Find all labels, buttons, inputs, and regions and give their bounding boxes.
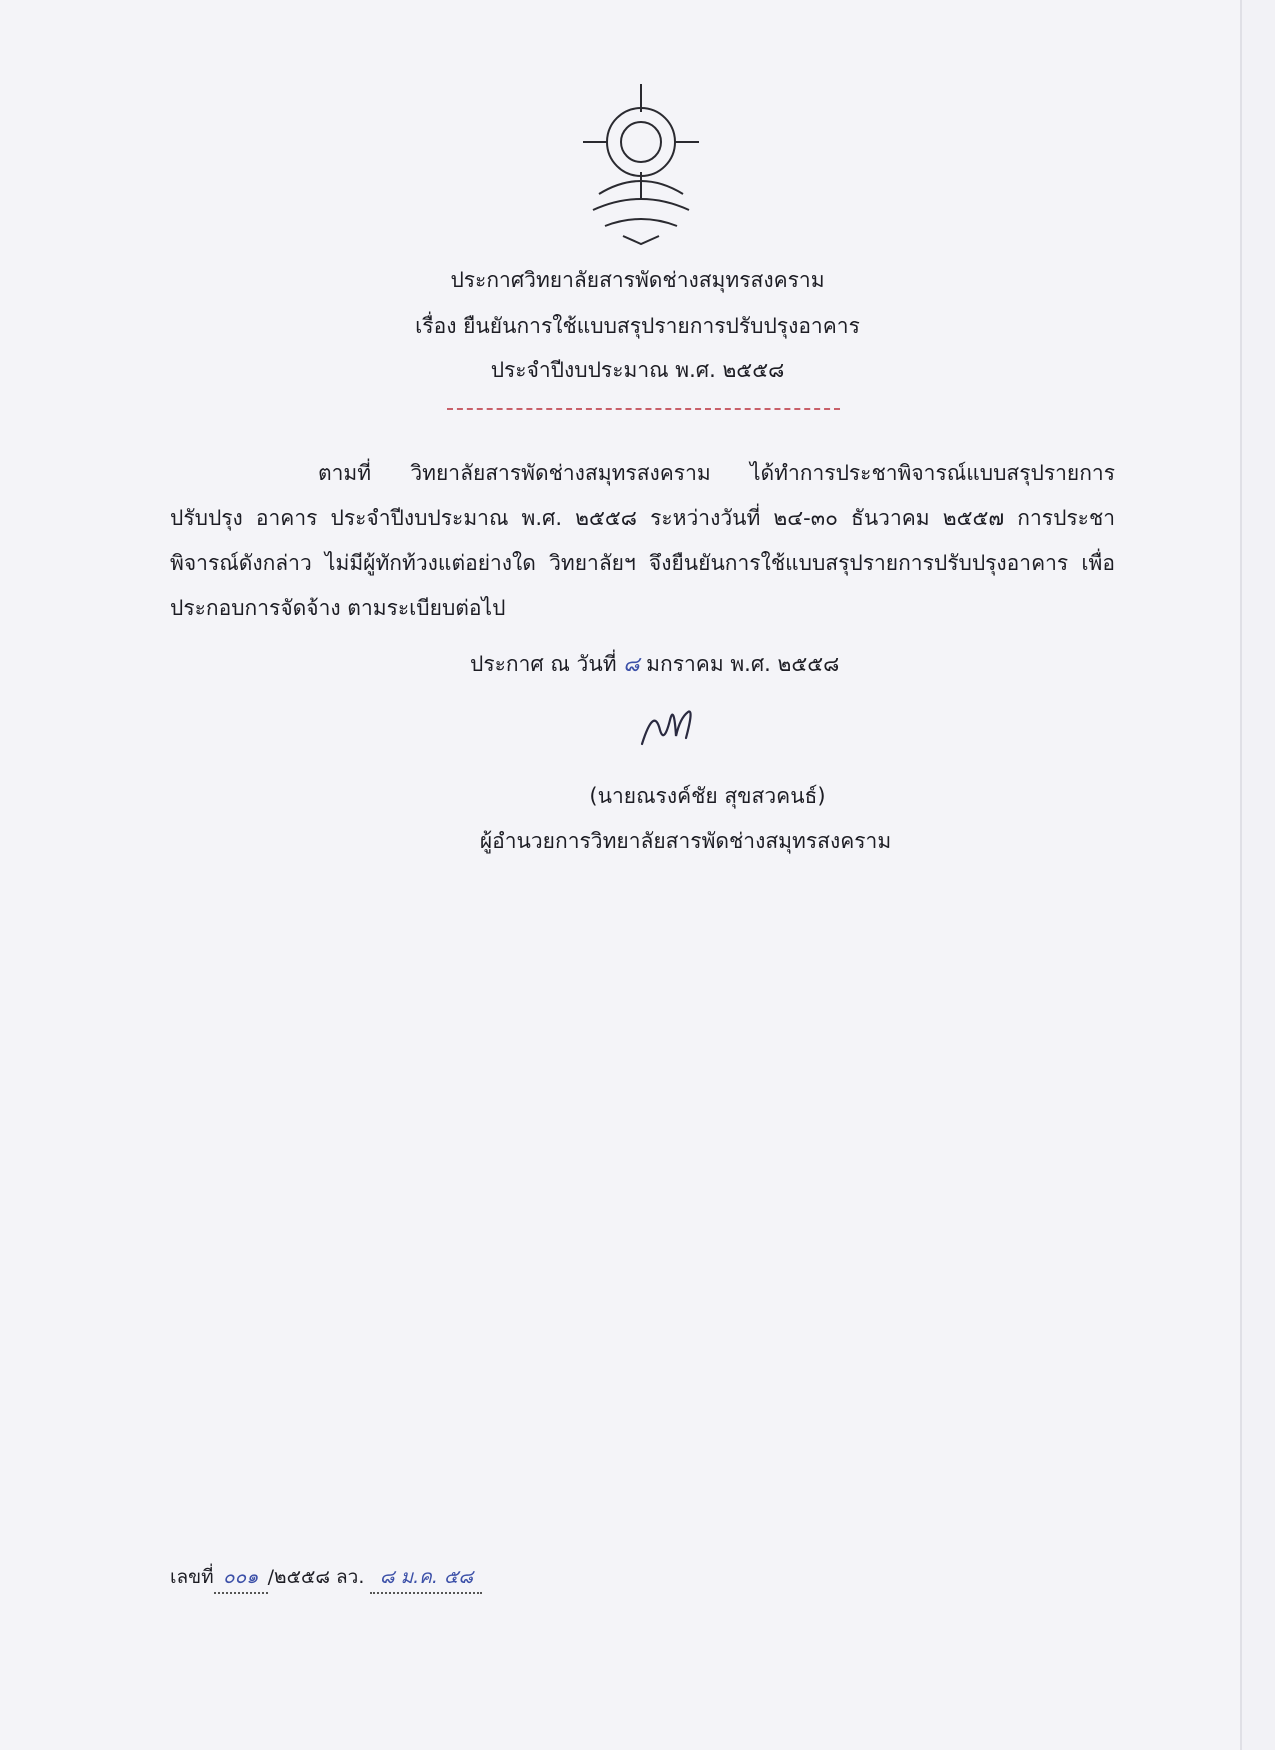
signature-image xyxy=(636,700,702,752)
date-suffix: มกราคม พ.ศ. ๒๕๕๘ xyxy=(646,652,840,676)
reference-number-handwritten: ๐๐๑ xyxy=(214,1562,268,1594)
announcement-fiscal-year: ประจำปีงบประมาณ พ.ศ. ๒๕๕๘ xyxy=(490,358,785,382)
reference-date-handwritten: ๘ ม.ค. ๕๘ xyxy=(370,1562,482,1594)
date-prefix: ประกาศ ณ วันที่ xyxy=(470,652,617,676)
reference-line xyxy=(170,1562,482,1594)
signatory-position: ผู้อำนวยการวิทยาลัยสารพัดช่างสมุทรสงคราม xyxy=(479,829,892,853)
reference-prefix: เลขที่ xyxy=(170,1566,214,1588)
emblem-icon xyxy=(563,76,719,248)
announcement-subject: เรื่อง ยืนยันการใช้แบบสรุปรายการปรับปรุงอาคาร xyxy=(415,314,860,338)
signatory-name: (นายณรงค์ชัย สุขสวคนธ์) xyxy=(589,784,826,808)
separator-line xyxy=(447,408,840,410)
date-day-handwritten: ๘ xyxy=(623,652,640,676)
body-paragraph: ตามที่ วิทยาลัยสารพัดช่างสมุทรสงคราม ได้ทำการประชาพิจารณ์แบบสรุปรายการปรับปรุง อาคาร ประจำปีงบประมาณ พ.ศ. ๒๕๕๘ ระหว่างวันที่ ๒๔-๓๐ ธันวาคม ๒๕๕๗ การประชาพิจารณ์ดังกล่าว ไม่มีผู้ทักท้วงแต่อย่างใด วิทยาลัยฯ จึงยืนยันการใช้แบบสรุปรายการปรับปรุงอาคาร เพื่อประกอบการจัดจ้าง ตามระเบียบต่อไป xyxy=(170,461,1115,620)
announcement-heading: ประกาศวิทยาลัยสารพัดช่างสมุทรสงคราม xyxy=(450,268,825,292)
reference-year: /๒๕๕๘ ลว. xyxy=(267,1566,365,1588)
announcement-date xyxy=(470,648,839,681)
